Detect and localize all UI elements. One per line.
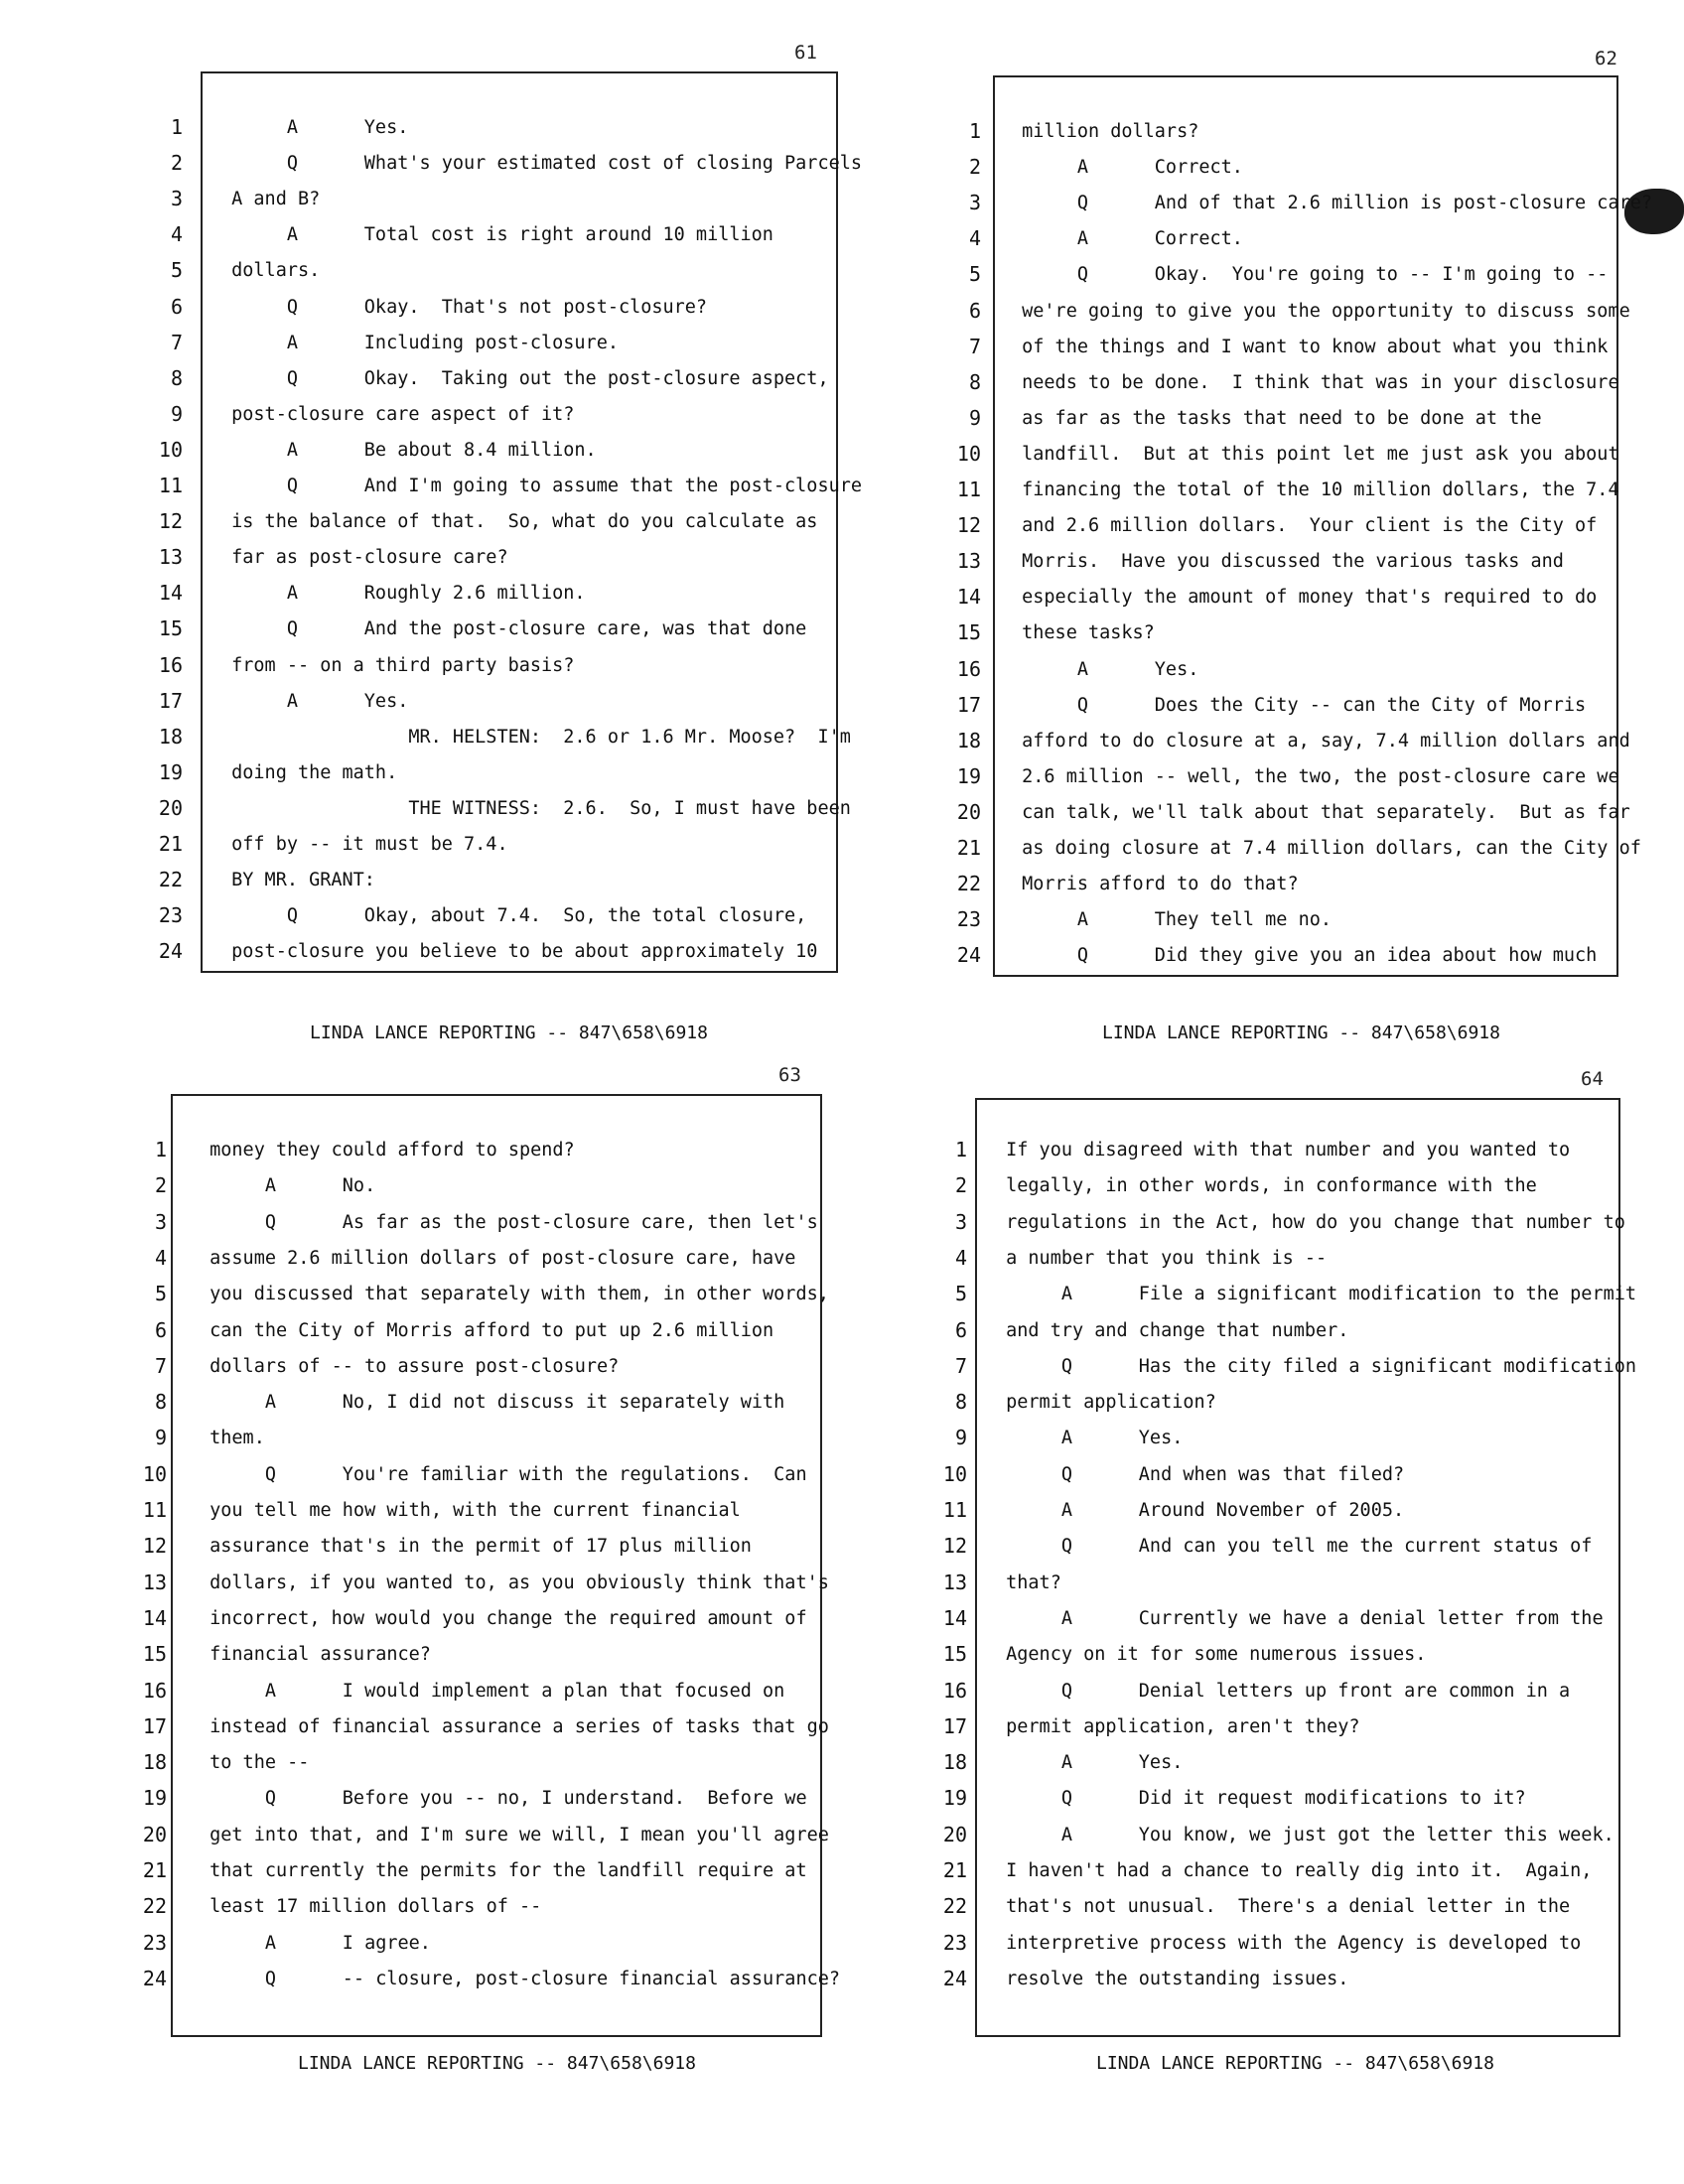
line-number: 14 (942, 1605, 967, 1630)
line-number: 24 (142, 1966, 167, 1990)
line-number: 21 (956, 836, 981, 860)
page-number: 64 (1581, 1068, 1604, 1090)
line-number: 18 (158, 724, 183, 749)
transcript-line: that's not unusual. There's a denial letter in the (995, 1896, 1571, 1918)
page-footer: LINDA LANCE REPORTING -- 847\658\6918 (1096, 2053, 1494, 2074)
transcript-line: money they could afford to spend? (199, 1140, 575, 1160)
line-number: 7 (170, 330, 183, 354)
transcript-line: Q And when was that filed? (995, 1463, 1405, 1485)
line-number: 11 (956, 478, 981, 501)
line-number: 12 (142, 1534, 167, 1559)
transcript-line: financial assurance? (199, 1644, 431, 1666)
transcript-line: A Yes. (1011, 658, 1199, 680)
line-number: 1 (954, 1138, 967, 1161)
transcript-line: instead of financial assurance a series of tasks that go (199, 1715, 829, 1737)
transcript-line: 2.6 million -- well, the two, the post-closure care we (1011, 765, 1619, 787)
page-number: 63 (778, 1064, 801, 1086)
transcript-line: Q And can you tell me the current status of (995, 1536, 1593, 1558)
transcript-line: A You know, we just got the letter this week. (995, 1824, 1614, 1845)
line-number: 2 (154, 1173, 167, 1198)
page-footer: LINDA LANCE REPORTING -- 847\658\6918 (310, 1023, 708, 1043)
transcript-line: Q Okay, about 7.4. So, the total closure, (220, 905, 807, 927)
line-number: 20 (956, 799, 981, 824)
line-number: 23 (942, 1930, 967, 1955)
line-number: 4 (968, 226, 981, 251)
line-number: 13 (956, 549, 981, 574)
transcript-line: Q Okay. That's not post-closure? (220, 296, 708, 318)
transcript-line: Q Denial letters up front are common in a (995, 1680, 1571, 1702)
line-number: 15 (158, 616, 183, 641)
line-number: 21 (158, 832, 183, 856)
transcript-line: legally, in other words, in conformance with the (995, 1175, 1537, 1197)
transcript-line: as doing closure at 7.4 million dollars, can the City of (1011, 838, 1641, 859)
line-number: 20 (142, 1822, 167, 1846)
line-number: 19 (942, 1786, 967, 1811)
transcript-line: least 17 million dollars of -- (199, 1896, 542, 1918)
line-number: 22 (942, 1894, 967, 1919)
line-number: 13 (142, 1570, 167, 1594)
transcript-line: THE WITNESS: 2.6. So, I must have been (220, 797, 851, 819)
transcript-line: A No. (199, 1175, 376, 1197)
line-number: 12 (942, 1534, 967, 1559)
line-number: 23 (142, 1930, 167, 1955)
transcript-line: permit application, aren't they? (995, 1715, 1360, 1737)
transcript-line: assume 2.6 million dollars of post-closure care, have (199, 1247, 796, 1269)
line-number: 20 (942, 1822, 967, 1846)
page-footer: LINDA LANCE REPORTING -- 847\658\6918 (298, 2053, 696, 2074)
line-number: 17 (158, 688, 183, 713)
page-number: 62 (1595, 48, 1617, 69)
line-number: 21 (942, 1858, 967, 1882)
line-number: 7 (154, 1353, 167, 1378)
line-number: 19 (142, 1786, 167, 1811)
transcript-line: to the -- (199, 1752, 310, 1774)
line-number: 9 (954, 1426, 967, 1450)
transcript-line: and try and change that number. (995, 1319, 1349, 1341)
transcript-line: Q And I'm going to assume that the post-closure (220, 476, 863, 496)
transcript-line: that? (995, 1571, 1061, 1593)
line-number: 3 (154, 1209, 167, 1234)
transcript-line: Q Does the City -- can the City of Morris (1011, 694, 1587, 716)
transcript-line: A I would implement a plan that focused on (199, 1680, 785, 1702)
transcript-line: from -- on a third party basis? (220, 654, 575, 676)
line-number: 10 (142, 1461, 167, 1486)
line-number: 8 (954, 1390, 967, 1415)
page-number: 61 (794, 42, 817, 64)
line-number: 13 (158, 545, 183, 570)
transcript-line: of the things and I want to know about what you think (1011, 336, 1609, 357)
transcript-line: especially the amount of money that's required to do (1011, 587, 1598, 609)
transcript-line: Q Did it request modifications to it? (995, 1788, 1526, 1810)
line-number: 24 (158, 939, 183, 964)
line-number: 2 (954, 1173, 967, 1198)
transcript-line: Morris afford to do that? (1011, 874, 1299, 895)
line-number: 5 (154, 1282, 167, 1306)
transcript-line: Q Did they give you an idea about how much (1011, 945, 1598, 967)
transcript-line: regulations in the Act, how do you change that number to (995, 1211, 1625, 1233)
line-number: 9 (170, 401, 183, 426)
line-number: 10 (956, 441, 981, 466)
line-number: 9 (968, 405, 981, 430)
line-number: 8 (170, 365, 183, 390)
transcript-line: dollars of -- to assure post-closure? (199, 1355, 620, 1377)
line-number: 15 (142, 1642, 167, 1667)
line-number: 18 (956, 728, 981, 752)
line-number: 12 (956, 513, 981, 538)
transcript-line: interpretive process with the Agency is developed to (995, 1932, 1582, 1954)
line-number: 17 (956, 692, 981, 717)
transcript-line: you discussed that separately with them, in other words, (199, 1284, 829, 1305)
transcript-line: A Yes. (995, 1752, 1184, 1774)
line-number: 1 (968, 119, 981, 143)
transcript-line: them. (199, 1428, 265, 1449)
line-number: 6 (170, 294, 183, 319)
transcript-line: Q And of that 2.6 million is post-closure care? (1011, 193, 1653, 214)
transcript-line: you tell me how with, with the current financial (199, 1500, 741, 1521)
line-number: 12 (158, 509, 183, 534)
line-number: 18 (142, 1750, 167, 1775)
transcript-line: A Currently we have a denial letter from the (995, 1607, 1604, 1629)
transcript-line: landfill. But at this point let me just ask you about (1011, 443, 1619, 465)
transcript-line: a number that you think is -- (995, 1247, 1328, 1269)
line-number: 3 (954, 1209, 967, 1234)
line-number: 5 (968, 262, 981, 287)
transcript-line: resolve the outstanding issues. (995, 1968, 1349, 1989)
line-number: 5 (170, 258, 183, 283)
transcript-line: Q As far as the post-closure care, then let's (199, 1211, 818, 1233)
line-number: 15 (942, 1642, 967, 1667)
page-footer: LINDA LANCE REPORTING -- 847\658\6918 (1102, 1023, 1500, 1043)
transcript-line: assurance that's in the permit of 17 plus million (199, 1536, 752, 1558)
line-number: 7 (968, 334, 981, 358)
line-number: 11 (158, 474, 183, 497)
line-number: 14 (142, 1605, 167, 1630)
line-number: 4 (154, 1245, 167, 1270)
transcript-line: and 2.6 million dollars. Your client is the City of (1011, 515, 1598, 537)
transcript-line: A I agree. (199, 1932, 431, 1954)
transcript-line: A Correct. (1011, 228, 1243, 250)
line-number: 20 (158, 795, 183, 820)
transcript-line: A They tell me no. (1011, 909, 1333, 931)
transcript-line: A Yes. (995, 1428, 1184, 1449)
line-number: 4 (170, 222, 183, 247)
transcript-line: can talk, we'll talk about that separately. But as far (1011, 801, 1630, 823)
line-number: 11 (942, 1498, 967, 1522)
line-number: 17 (942, 1713, 967, 1738)
line-number: 10 (942, 1461, 967, 1486)
transcript-line: Q What's your estimated cost of closing Parcels (220, 153, 863, 175)
line-number: 21 (142, 1858, 167, 1882)
line-number: 23 (158, 903, 183, 928)
transcript-line: Q -- closure, post-closure financial assurance? (199, 1968, 841, 1989)
line-number: 22 (956, 872, 981, 896)
line-number: 6 (154, 1317, 167, 1342)
line-number: 11 (142, 1498, 167, 1522)
line-number: 19 (158, 759, 183, 784)
transcript-line: A Roughly 2.6 million. (220, 583, 586, 605)
transcript-line: Morris. Have you discussed the various tasks and (1011, 551, 1564, 573)
line-number: 8 (154, 1390, 167, 1415)
line-number: 8 (968, 369, 981, 394)
transcript-line: can the City of Morris afford to put up 2.6 million (199, 1319, 774, 1341)
line-number: 14 (158, 581, 183, 606)
line-number: 7 (954, 1353, 967, 1378)
line-number: 23 (956, 907, 981, 932)
transcript-line: dollars. (220, 260, 321, 282)
transcript-line: A and B? (220, 189, 321, 210)
transcript-line: Agency on it for some numerous issues. (995, 1644, 1427, 1666)
transcript-line: million dollars? (1011, 121, 1199, 142)
line-number: 1 (154, 1138, 167, 1161)
line-number: 16 (942, 1678, 967, 1703)
transcript-line: A Total cost is right around 10 million (220, 224, 773, 246)
transcript-line: that currently the permits for the landfill require at (199, 1860, 807, 1881)
transcript-line: is the balance of that. So, what do you calculate as (220, 511, 818, 533)
transcript-line: off by -- it must be 7.4. (220, 834, 508, 855)
transcript-line: dollars, if you wanted to, as you obviously think that's (199, 1571, 829, 1593)
line-number: 13 (942, 1570, 967, 1594)
line-number: 3 (968, 191, 981, 215)
transcript-line: A Correct. (1011, 157, 1243, 179)
transcript-line: get into that, and I'm sure we will, I mean you'll agree (199, 1824, 829, 1845)
transcript-line: A Including post-closure. (220, 332, 619, 353)
transcript-line: Q Okay. You're going to -- I'm going to -- (1011, 264, 1609, 286)
transcript-line: A File a significant modification to the permit (995, 1284, 1637, 1305)
transcript-line: MR. HELSTEN: 2.6 or 1.6 Mr. Moose? I'm (220, 726, 851, 748)
transcript-line: doing the math. (220, 761, 398, 783)
transcript-line: Q And the post-closure care, was that done (220, 618, 807, 640)
line-number: 5 (954, 1282, 967, 1306)
transcript-line: far as post-closure care? (220, 547, 508, 569)
line-number: 16 (956, 656, 981, 681)
transcript-line: Q Before you -- no, I understand. Before we (199, 1788, 807, 1810)
line-number: 6 (968, 298, 981, 323)
transcript-line: A Yes. (220, 117, 409, 138)
transcript-line: incorrect, how would you change the required amount of (199, 1607, 807, 1629)
transcript-line: Q Okay. Taking out the post-closure aspect, (220, 367, 829, 389)
line-number: 15 (956, 620, 981, 645)
transcript-line: If you disagreed with that number and you wanted to (995, 1140, 1571, 1160)
line-number: 2 (170, 151, 183, 176)
transcript-line: financing the total of the 10 million dollars, the 7.4 (1011, 479, 1619, 500)
transcript-line: A Yes. (220, 690, 409, 712)
line-number: 18 (942, 1750, 967, 1775)
line-number: 19 (956, 763, 981, 788)
line-number: 17 (142, 1713, 167, 1738)
transcript-line: afford to do closure at a, say, 7.4 million dollars and (1011, 730, 1630, 751)
transcript-line: Q You're familiar with the regulations. Can (199, 1463, 807, 1485)
transcript-line: as far as the tasks that need to be done at the (1011, 407, 1542, 429)
line-number: 16 (158, 652, 183, 677)
line-number: 2 (968, 155, 981, 180)
transcript-line: A No, I did not discuss it separately with (199, 1392, 785, 1414)
transcript-line: A Around November of 2005. (995, 1500, 1405, 1521)
line-number: 14 (956, 585, 981, 610)
transcript-line: needs to be done. I think that was in your disclosure (1011, 371, 1619, 393)
transcript-line: A Be about 8.4 million. (220, 439, 597, 461)
transcript-line: Q Has the city filed a significant modification (995, 1355, 1637, 1377)
line-number: 10 (158, 437, 183, 462)
transcript-line: we're going to give you the opportunity to discuss some (1011, 300, 1630, 322)
line-number: 3 (170, 187, 183, 211)
line-number: 24 (942, 1966, 967, 1990)
line-number: 4 (954, 1245, 967, 1270)
line-number: 22 (142, 1894, 167, 1919)
line-number: 24 (956, 943, 981, 968)
line-number: 6 (954, 1317, 967, 1342)
transcript-line: post-closure care aspect of it? (220, 403, 575, 425)
line-number: 1 (170, 115, 183, 139)
line-number: 22 (158, 868, 183, 892)
transcript-line: permit application? (995, 1392, 1216, 1414)
transcript-line: I haven't had a chance to really dig into it. Again, (995, 1860, 1593, 1881)
transcript-line: BY MR. GRANT: (220, 870, 375, 891)
transcript-line: post-closure you believe to be about approximately 10 (220, 941, 818, 963)
line-number: 9 (154, 1426, 167, 1450)
line-number: 16 (142, 1678, 167, 1703)
transcript-line: these tasks? (1011, 622, 1155, 644)
